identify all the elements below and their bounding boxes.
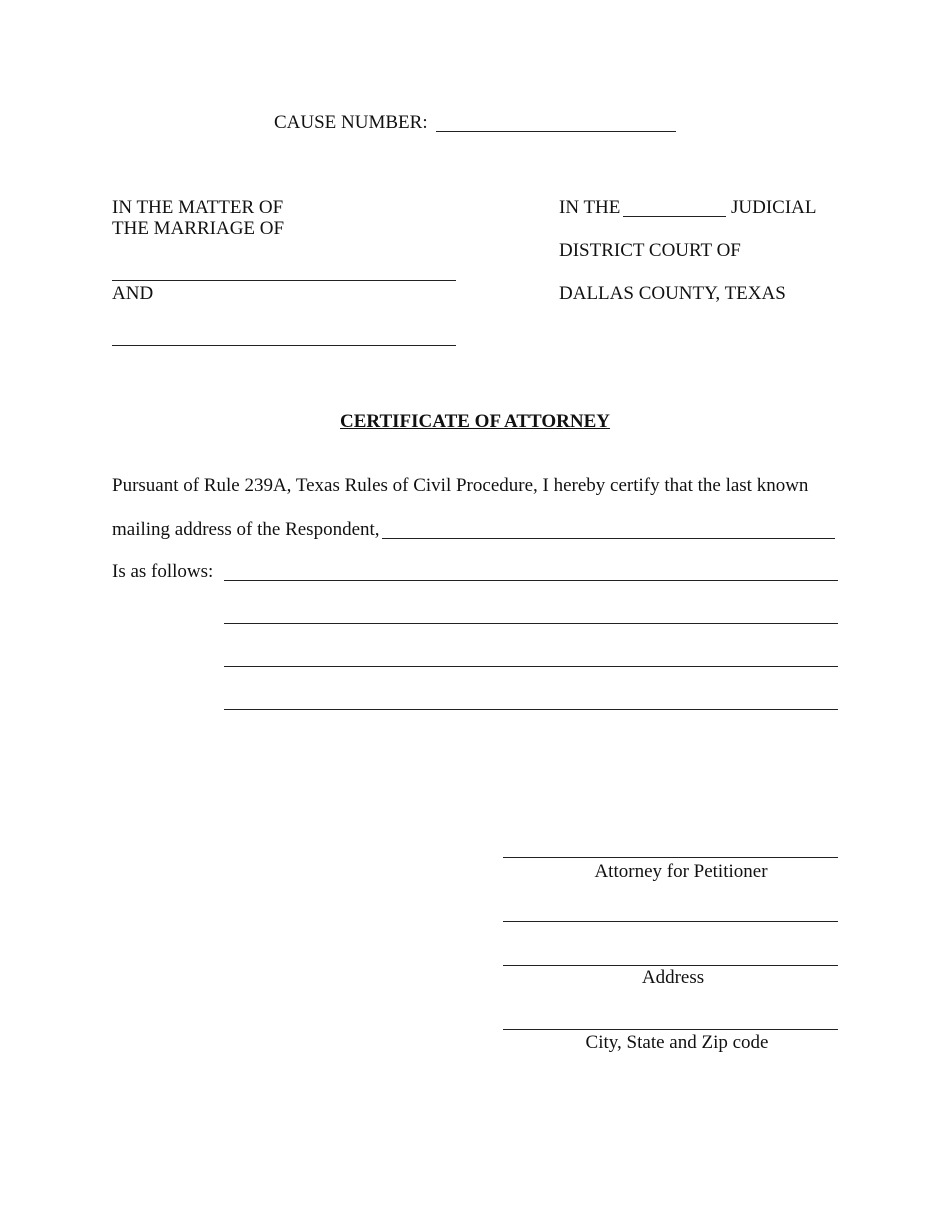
page-title: CERTIFICATE OF ATTORNEY (340, 411, 610, 432)
address-line-4-field[interactable] (224, 709, 838, 710)
in-the-label: IN THE (559, 197, 621, 218)
address-line-1-field[interactable] (224, 580, 838, 581)
address-label: Address (641, 967, 705, 988)
attorney-label: Attorney for Petitioner (594, 861, 768, 882)
cause-number-field[interactable] (436, 131, 676, 132)
respondent-name-field[interactable] (382, 538, 835, 539)
county-label: DALLAS COUNTY, TEXAS (559, 283, 786, 304)
certification-text: Pursuant of Rule 239A, Texas Rules of Civil Procedure, I hereby certify that the last known (112, 475, 809, 496)
mailing-address-label: mailing address of the Respondent, (112, 519, 380, 540)
attorney-address-field[interactable] (503, 965, 838, 966)
and-label: AND (112, 283, 154, 304)
city-state-zip-field[interactable] (503, 1029, 838, 1030)
matter-of-label: IN THE MATTER OF (112, 197, 284, 218)
marriage-of-label: THE MARRIAGE OF (112, 218, 285, 239)
address-line-3-field[interactable] (224, 666, 838, 667)
party2-name-field[interactable] (112, 345, 456, 346)
address-line-2-field[interactable] (224, 623, 838, 624)
district-court-label: DISTRICT COURT OF (559, 240, 741, 261)
cause-number-label: CAUSE NUMBER: (274, 112, 428, 133)
city-state-zip-label: City, State and Zip code (585, 1032, 769, 1053)
is-as-follows-label: Is as follows: (112, 561, 214, 582)
court-number-field[interactable] (623, 216, 726, 217)
party1-name-field[interactable] (112, 280, 456, 281)
attorney-address-line-1-field[interactable] (503, 921, 838, 922)
attorney-signature-field[interactable] (503, 857, 838, 858)
judicial-label: JUDICIAL (731, 197, 817, 218)
